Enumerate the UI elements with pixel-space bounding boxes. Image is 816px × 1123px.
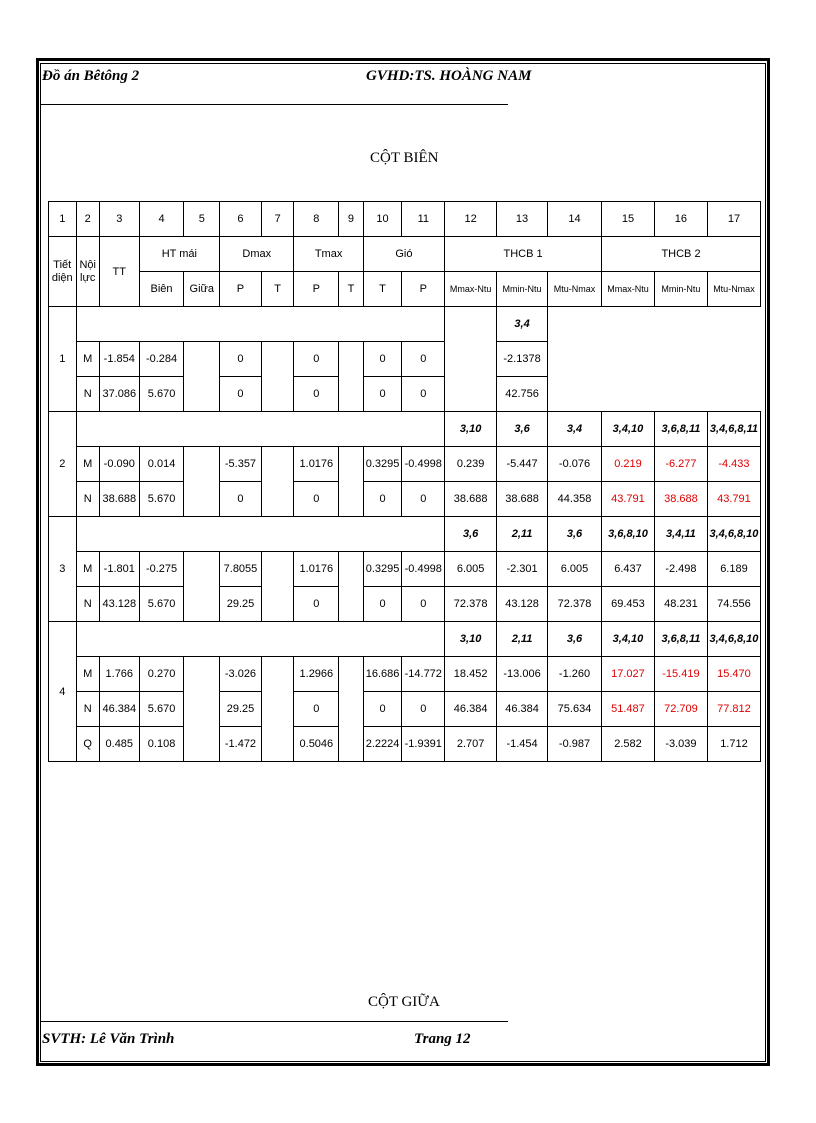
- table-row: [49, 727, 761, 762]
- combo-label: 3,6,8,11: [654, 412, 707, 447]
- table-cell: 0.5046: [294, 727, 339, 762]
- header-c15: Mmax-Ntu: [602, 272, 655, 307]
- combo-label: 3,6: [445, 517, 497, 552]
- table-cell-highlight: 43.791: [707, 482, 760, 517]
- combo-label: 3,4,10: [602, 622, 655, 657]
- combo-label: 3,4,11: [654, 517, 707, 552]
- table-cell: 46.384: [445, 692, 497, 727]
- header-gio-t: T: [363, 272, 402, 307]
- empty-cell: [261, 482, 294, 517]
- header-c12: Mmax-Ntu: [445, 272, 497, 307]
- header-course-title: Đồ án Bêtông 2: [42, 68, 140, 84]
- empty-cell: [184, 587, 220, 622]
- header-tiet-dien: Tiết diện: [49, 237, 77, 307]
- empty-cell: [339, 377, 363, 412]
- empty-cell: [261, 447, 294, 482]
- col-number: 11: [402, 202, 445, 237]
- empty-cell: [184, 727, 220, 762]
- table-cell: -2.1378: [497, 342, 548, 377]
- col-number: 13: [497, 202, 548, 237]
- combo-spacer: [76, 622, 445, 657]
- combo-label: 3,4,10: [602, 412, 655, 447]
- table-cell: 42.756: [497, 377, 548, 412]
- empty-cell: [339, 587, 363, 622]
- force-symbol: N: [76, 482, 99, 517]
- combo-label: 3,4: [497, 307, 548, 342]
- force-symbol: M: [76, 447, 99, 482]
- table-row: [49, 517, 761, 552]
- empty-cell: [339, 482, 363, 517]
- empty-cell: [184, 692, 220, 727]
- table-cell: 75.634: [548, 692, 602, 727]
- empty-cell: [184, 482, 220, 517]
- table-cell: 29.25: [220, 587, 262, 622]
- table-cell: -13.006: [497, 657, 548, 692]
- table-cell: 38.688: [99, 482, 139, 517]
- header-gio-p: P: [402, 272, 445, 307]
- table-cell: 37.086: [99, 377, 139, 412]
- table-cell: -1.472: [220, 727, 262, 762]
- table-cell: 6.005: [445, 552, 497, 587]
- empty-cell: [339, 657, 363, 692]
- col-number: 12: [445, 202, 497, 237]
- table-cell: 18.452: [445, 657, 497, 692]
- table-cell: -2.301: [497, 552, 548, 587]
- empty-cell: [184, 657, 220, 692]
- table-cell: 0: [294, 377, 339, 412]
- table-cell-highlight: -6.277: [654, 447, 707, 482]
- col-number: 5: [184, 202, 220, 237]
- combo-spacer: [76, 412, 445, 447]
- header-thcb1: THCB 1: [445, 237, 602, 272]
- table-cell: 6.189: [707, 552, 760, 587]
- table-cell: 2.707: [445, 727, 497, 762]
- table-cell: 46.384: [99, 692, 139, 727]
- header-ht-mai: HT mái: [139, 237, 219, 272]
- table-cell: -3.039: [654, 727, 707, 762]
- table-cell: 72.378: [445, 587, 497, 622]
- table-cell: 0.108: [139, 727, 184, 762]
- table-cell: -0.076: [548, 447, 602, 482]
- table-row: [49, 552, 761, 587]
- table-cell: 0: [402, 342, 445, 377]
- table-cell: 0: [294, 692, 339, 727]
- table-cell: 7.8055: [220, 552, 262, 587]
- table-cell: 74.556: [707, 587, 760, 622]
- table-cell: -0.090: [99, 447, 139, 482]
- table-cell: 0: [363, 587, 402, 622]
- combo-label: 2,11: [497, 622, 548, 657]
- col-number: 2: [76, 202, 99, 237]
- force-symbol: N: [76, 692, 99, 727]
- header-thcb2: THCB 2: [602, 237, 761, 272]
- table-cell: -0.987: [548, 727, 602, 762]
- table-cell: 0: [363, 377, 402, 412]
- header-rule: [40, 104, 508, 105]
- table-cell: -0.4998: [402, 552, 445, 587]
- col-number: 17: [707, 202, 760, 237]
- header-tmax-p: P: [294, 272, 339, 307]
- table-cell-highlight: 17.027: [602, 657, 655, 692]
- table-row: [49, 412, 761, 447]
- header-dmax-t: T: [261, 272, 294, 307]
- table-row: [49, 307, 761, 342]
- table-cell: 6.005: [548, 552, 602, 587]
- header-tmax: Tmax: [294, 237, 363, 272]
- table-cell: 0.485: [99, 727, 139, 762]
- force-symbol: Q: [76, 727, 99, 762]
- table-cell: -1.9391: [402, 727, 445, 762]
- empty-cell: [261, 727, 294, 762]
- table-cell: 43.128: [99, 587, 139, 622]
- header-bien: Biên: [139, 272, 184, 307]
- table-row: [49, 657, 761, 692]
- header-tt: TT: [99, 237, 139, 307]
- combo-label: 3,10: [445, 622, 497, 657]
- table-cell: 16.686: [363, 657, 402, 692]
- footer-page-number: Trang 12: [414, 1031, 471, 1047]
- table-cell: 1.712: [707, 727, 760, 762]
- empty-cell: [261, 692, 294, 727]
- footer-rule: [40, 1021, 508, 1022]
- combo-label: 3,6: [548, 517, 602, 552]
- footer-student: SVTH: Lê Văn Trình: [42, 1031, 175, 1047]
- table-cell: 48.231: [654, 587, 707, 622]
- force-symbol: M: [76, 342, 99, 377]
- table-cell: 44.358: [548, 482, 602, 517]
- header-c16: Mmin-Ntu: [654, 272, 707, 307]
- header-gio: Gió: [363, 237, 444, 272]
- table-cell: -1.260: [548, 657, 602, 692]
- group-header-row: [49, 237, 761, 272]
- table-cell: -14.772: [402, 657, 445, 692]
- table-cell: 2.2224: [363, 727, 402, 762]
- table-cell: 0: [363, 692, 402, 727]
- force-symbol: N: [76, 587, 99, 622]
- combo-spacer: [76, 517, 445, 552]
- table-cell: 1.0176: [294, 552, 339, 587]
- table-cell: -1.454: [497, 727, 548, 762]
- header-c17: Mtu-Nmax: [707, 272, 760, 307]
- force-symbol: M: [76, 552, 99, 587]
- header-supervisor: GVHD:TS. HOÀNG NAM: [366, 68, 532, 84]
- section-title-cot-giua: CỘT GIỮA: [368, 994, 440, 1010]
- table-cell: -1.854: [99, 342, 139, 377]
- table-cell: 0: [363, 342, 402, 377]
- section-label: 3: [49, 517, 77, 622]
- empty-cell: [548, 307, 761, 412]
- table-cell: 2.582: [602, 727, 655, 762]
- table-cell: 0: [294, 342, 339, 377]
- empty-cell: [261, 657, 294, 692]
- table-cell: 0: [402, 692, 445, 727]
- empty-cell: [261, 587, 294, 622]
- section-title-cot-bien: CỘT BIÊN: [370, 150, 439, 166]
- table-cell: -5.357: [220, 447, 262, 482]
- col-number: 15: [602, 202, 655, 237]
- table-cell: 1.766: [99, 657, 139, 692]
- col-number: 7: [261, 202, 294, 237]
- empty-cell: [261, 552, 294, 587]
- table-cell: 5.670: [139, 587, 184, 622]
- force-symbol: M: [76, 657, 99, 692]
- table-cell: 0: [294, 587, 339, 622]
- table-cell: 43.128: [497, 587, 548, 622]
- table-cell: -1.801: [99, 552, 139, 587]
- combo-label: 3,6,8,11: [654, 622, 707, 657]
- combo-label: 3,10: [445, 412, 497, 447]
- table-cell: 0: [294, 482, 339, 517]
- combo-label: 3,4,6,8,10: [707, 622, 760, 657]
- table-cell-highlight: 51.487: [602, 692, 655, 727]
- empty-cell: [339, 692, 363, 727]
- header-tmax-t: T: [339, 272, 363, 307]
- empty-cell: [184, 377, 220, 412]
- col-number: 4: [139, 202, 184, 237]
- col-number: 8: [294, 202, 339, 237]
- table-cell: 0.3295: [363, 552, 402, 587]
- table-cell: 0: [363, 482, 402, 517]
- table-cell: 0.270: [139, 657, 184, 692]
- column-number-row: [49, 202, 761, 237]
- internal-force-table: [48, 201, 761, 762]
- table-row: [49, 622, 761, 657]
- col-number: 16: [654, 202, 707, 237]
- empty-cell: [184, 447, 220, 482]
- combo-label: 3,6,8,10: [602, 517, 655, 552]
- table-cell: 1.2966: [294, 657, 339, 692]
- empty-cell: [261, 377, 294, 412]
- table-cell: 29.25: [220, 692, 262, 727]
- empty-cell: [339, 447, 363, 482]
- table-cell: 1.0176: [294, 447, 339, 482]
- table-cell: 5.670: [139, 482, 184, 517]
- table-cell-highlight: 0.219: [602, 447, 655, 482]
- col-number: 10: [363, 202, 402, 237]
- table-cell: -0.284: [139, 342, 184, 377]
- table-cell: 0: [402, 377, 445, 412]
- col-number: 3: [99, 202, 139, 237]
- table-cell-highlight: 72.709: [654, 692, 707, 727]
- table-cell: 0.3295: [363, 447, 402, 482]
- force-symbol: N: [76, 377, 99, 412]
- header-noi-luc: Nội lực: [76, 237, 99, 307]
- header-c14: Mtu-Nmax: [548, 272, 602, 307]
- table-cell: -0.275: [139, 552, 184, 587]
- table-cell: 0: [220, 342, 262, 377]
- header-c13: Mmin-Ntu: [497, 272, 548, 307]
- empty-cell: [339, 552, 363, 587]
- empty-cell: [261, 342, 294, 377]
- table-cell: -0.4998: [402, 447, 445, 482]
- table-cell-highlight: 43.791: [602, 482, 655, 517]
- table-row: [49, 447, 761, 482]
- combo-label: 3,4: [548, 412, 602, 447]
- table-cell: -5.447: [497, 447, 548, 482]
- table-cell: 5.670: [139, 377, 184, 412]
- combo-label: 3,6: [548, 622, 602, 657]
- section-label: 1: [49, 307, 77, 412]
- table-cell: 0: [402, 587, 445, 622]
- table-row: [49, 587, 761, 622]
- table-cell: -3.026: [220, 657, 262, 692]
- combo-label: 3,4,6,8,11: [707, 412, 760, 447]
- combo-spacer: [76, 307, 445, 342]
- table-cell: 46.384: [497, 692, 548, 727]
- section-label: 4: [49, 622, 77, 762]
- section-label: 2: [49, 412, 77, 517]
- table-cell: -2.498: [654, 552, 707, 587]
- empty-cell: [184, 552, 220, 587]
- table-cell-highlight: 15.470: [707, 657, 760, 692]
- sub-header-row: [49, 272, 761, 307]
- table-cell: 38.688: [497, 482, 548, 517]
- combo-label: 2,11: [497, 517, 548, 552]
- empty-cell: [184, 342, 220, 377]
- header-giua: Giữa: [184, 272, 220, 307]
- empty-cell: [339, 342, 363, 377]
- table-cell: 0: [220, 482, 262, 517]
- table-row: [49, 482, 761, 517]
- empty-cell: [339, 727, 363, 762]
- col-number: 14: [548, 202, 602, 237]
- table-cell-highlight: 77.812: [707, 692, 760, 727]
- table-cell: 0.239: [445, 447, 497, 482]
- table-cell: 6.437: [602, 552, 655, 587]
- combo-label: 3,6: [497, 412, 548, 447]
- table-row: [49, 692, 761, 727]
- table-cell: 69.453: [602, 587, 655, 622]
- table-cell-highlight: -15.419: [654, 657, 707, 692]
- empty-cell: [445, 307, 497, 412]
- table-cell: 0: [220, 377, 262, 412]
- col-number: 6: [220, 202, 262, 237]
- header-dmax: Dmax: [220, 237, 294, 272]
- table-cell-highlight: -4.433: [707, 447, 760, 482]
- table-cell-highlight: 38.688: [654, 482, 707, 517]
- table-cell: 0: [402, 482, 445, 517]
- table-cell: 5.670: [139, 692, 184, 727]
- col-number: 9: [339, 202, 363, 237]
- header-dmax-p: P: [220, 272, 262, 307]
- table-cell: 72.378: [548, 587, 602, 622]
- table-cell: 0.014: [139, 447, 184, 482]
- col-number: 1: [49, 202, 77, 237]
- combo-label: 3,4,6,8,10: [707, 517, 760, 552]
- table-cell: 38.688: [445, 482, 497, 517]
